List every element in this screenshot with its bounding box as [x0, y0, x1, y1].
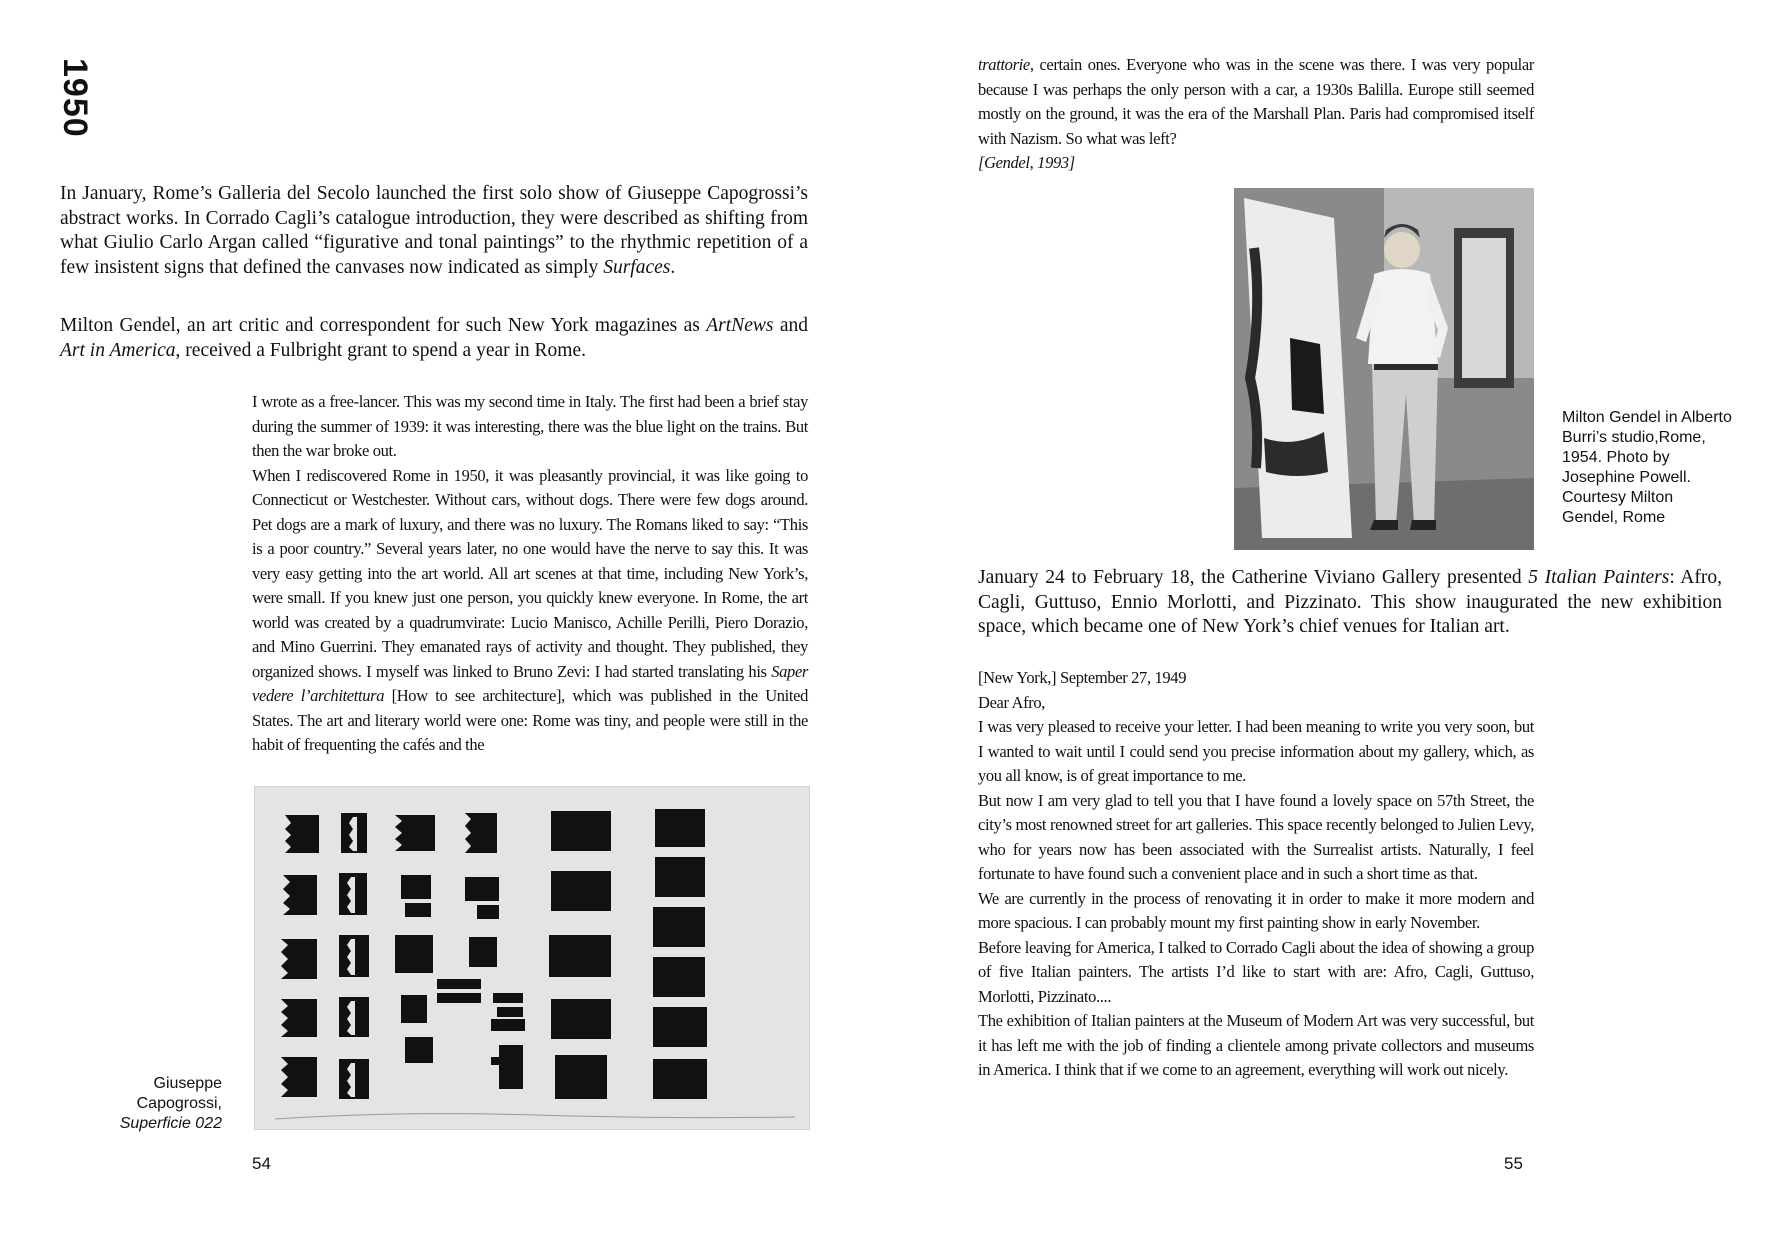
letter-dateline: [New York,] September 27, 1949	[978, 668, 1187, 687]
quote-citation: [Gendel, 1993]	[978, 153, 1075, 172]
intro-paragraph-capogrossi: In January, Rome’s Galleria del Secolo launched the first solo show of Giuseppe Capogrossi’s abstract works. In Corrado Cagli’s catalogue introduction, they were described as shifting from what Giulio Carlo Argan called “figurative and tonal paintings” to the rhythmic repetition of a few insistent signs that defined the canvases now indicated as simply Surfaces.	[60, 183, 808, 278]
letter-paragraph: We are currently in the process of renovating it in order to make it more modern and more spacious. I can probably mount my first painting show in early November.	[978, 888, 1534, 932]
letter-paragraph: I was very pleased to receive your letter. I had been meaning to write you very soon, but I wanted to wait until I could send you precise information about my gallery, which, as you all know, is of great importance to me.	[978, 717, 1534, 785]
letter-paragraph: The exhibition of Italian painters at the Museum of Modern Art was very successful, but it has left me with the job of finding a clientele among private collectors and museums in America. I think that if we come to an agreement, everything will work out nicely.	[978, 1011, 1534, 1079]
viviano-letter	[978, 666, 1534, 1083]
viviano-paragraph: January 24 to February 18, the Catherine Viviano Gallery presented 5 Italian Painters: Afro, Cagli, Guttuso, Ennio Morlotti, and Pizzinato. This show inaugurated the new exhibition space, which became one of New York’s chief venues for Italian art.	[978, 567, 1723, 637]
capogrossi-signs-illustration	[255, 787, 810, 1130]
intro-paragraph-gendel: Milton Gendel, an art critic and correspondent for such New York magazines as ArtNews and Art in America, received a Fulbright grant to spend a year in Rome.	[60, 315, 808, 361]
letter-salutation: Dear Afro,	[978, 692, 1046, 712]
quote-paragraph: When I rediscovered Rome in 1950, it was pleasantly provincial, it was like going to Connecticut or Westchester. Without cars, without dogs. There were few dogs around. Pet dogs are a mark of luxury, and there was no luxury. The Romans liked to say: “This is a poor country.” Several years later, no one would have the nerve to say this. It was very easy getting into the art world. All art scenes at that time, including New York’s, were small. If you knew just one person, you quickly knew everyone. In Rome, the art world was created by a quadrumvirate: Lucio Manisco, Achille Perilli, Piero Dorazio, and Mino Guerrini. They emanated rays of activity and thought. They published, they organized shows. I myself was linked to Bruno Zevi: I had started translating his Saper vedere l’architettura [How to see architecture], which was published in the United States. The art and literary world were one: Rome was tiny, and people were still in the habit of frequenting the cafés and the	[252, 465, 809, 754]
page-number: 54	[252, 1154, 271, 1173]
gendel-quote-continued: trattorie, certain ones. Everyone who was in the scene was there. I was very popular because I was perhaps the only person with a car, a 1930s Balilla. Europe still seemed mostly on the ground, it was the era of the Marshall Plan. Paris had compromised itself with Nazism. So what was left? [Gendel, 1993]	[978, 53, 1534, 176]
photo-caption: Milton Gendel in Alberto Burri’s studio,Rome, 1954. Photo by Josephine Powell. Courtesy Milton Gendel, Rome	[1562, 409, 1732, 526]
artwork-caption: Giuseppe Capogrossi, Superficie 022	[119, 1075, 222, 1132]
year-heading: 1950	[56, 58, 94, 138]
studio-photo-illustration	[1234, 188, 1534, 550]
gendel-quote	[252, 390, 808, 758]
gendel-studio-photo	[1234, 188, 1534, 550]
letter-paragraph: But now I am very glad to tell you that I have found a lovely space on 57th Street, the city’s most renowned street for art galleries. This space recently belonged to Julien Levy, who for years now has been associated with the Surrealist artists. Naturally, I feel fortunate to have found such a convenient place and in such a short time as that.	[978, 790, 1534, 883]
letter-paragraph: Before leaving for America, I talked to Corrado Cagli about the idea of showing a group of five Italian painters. The artists I’d like to start with are: Afro, Cagli, Guttuso, Morlotti, Pizzinato....	[978, 937, 1534, 1006]
right-page	[886, 0, 1772, 1240]
quote-paragraph: I wrote as a free-lancer. This was my second time in Italy. The first had been a brief stay during the summer of 1939: it was interesting, there was the blue light on the trains. But then the war broke out.	[252, 392, 808, 460]
page-number: 55	[1504, 1154, 1523, 1173]
capogrossi-artwork-image	[254, 786, 810, 1130]
